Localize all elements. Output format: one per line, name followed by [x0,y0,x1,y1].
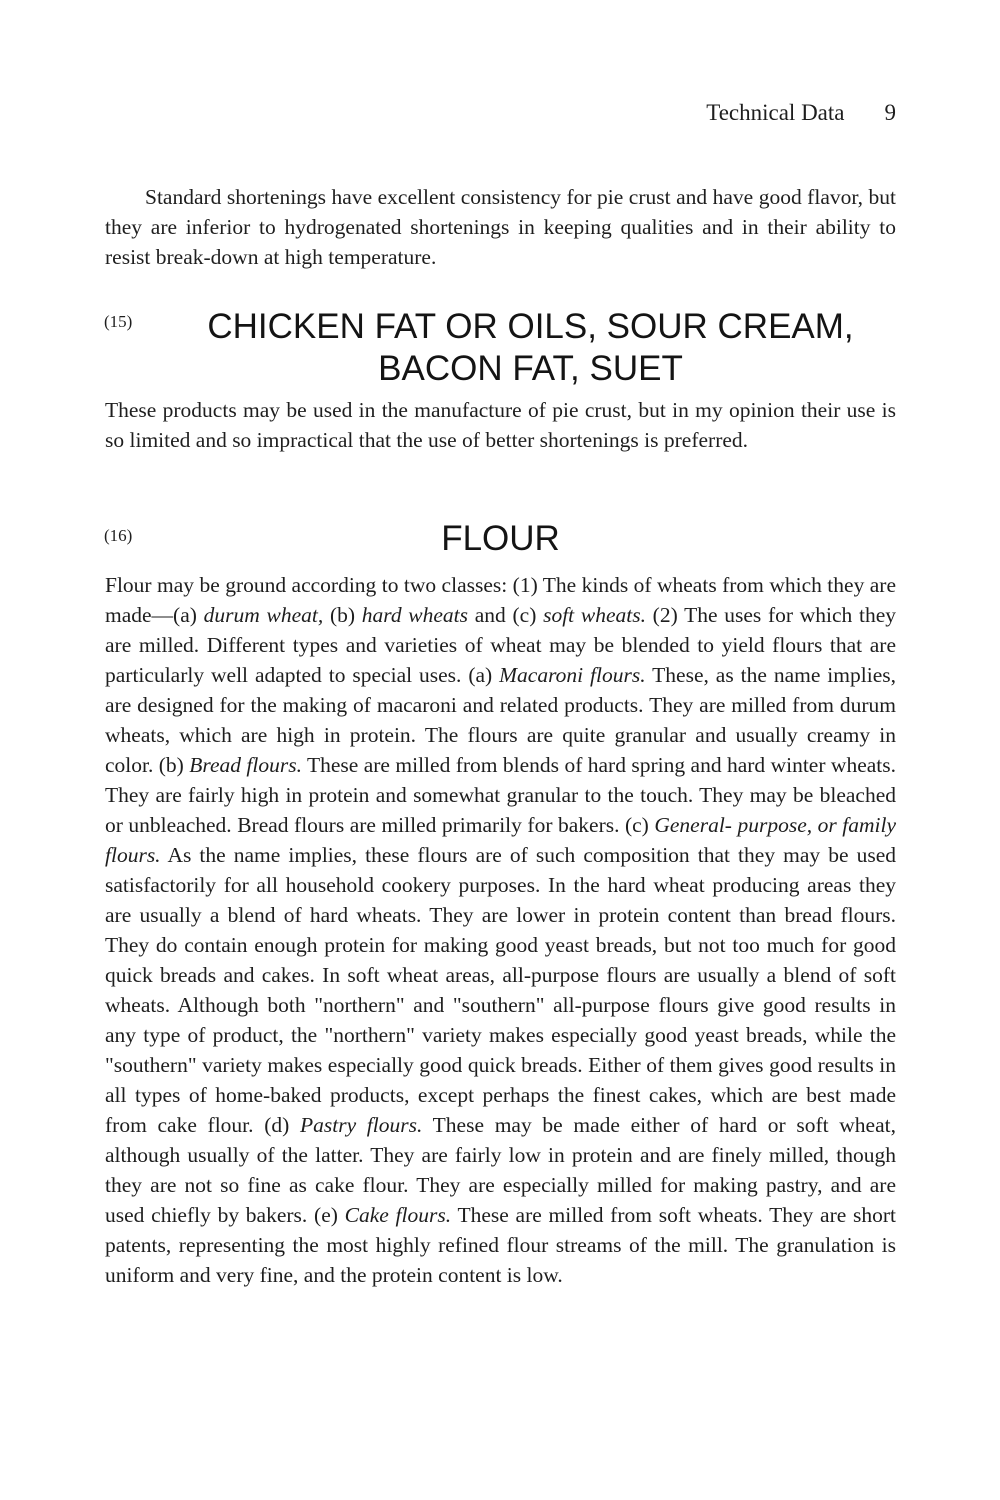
term-pastry-flours: Pastry flours. [299,1113,423,1137]
term-soft-wheats: soft wheats. [543,603,646,627]
section-16-body [105,570,896,1290]
flour-text-1: Flour may be ground according to two classes: (1) The kinds of wheats from which they are made—(a) [105,573,896,627]
running-header [706,100,896,126]
flour-text-7: As the name implies, these flours are of such composition that they may be used satisfactorily for all household cookery purposes. In the hard wheat producing areas they are usually a blend of hard wheats. They are lower in protein content than bread flours. They do contain enough protein for making good yeast breads, but not too much for good quick breads and cakes. In soft wheat areas, all-purpose flours are usually a blend of soft wheats. Although both "northern" and "southern" all-purpose flours give good results in any type of product, the "northern" variety makes especially good yeast breads, while the "southern" variety makes especially good quick breads. Either of them gives good results in all types of home-baked products, except perhaps the finest cakes, which are best made from cake flour. (d) [105,843,896,1137]
flour-text-2: (b) [323,603,362,627]
section-15-body: These products may be used in the manufacture of pie crust, but in my opinion their use is so limited and so impractical that the use of better shortenings is preferred. [105,398,896,452]
flour-text-8: These may be made either of hard or soft wheat, although usually of the latter. They are fairly low in protein and are finely milled, though they are not so fine as cake flour. They are especially milled for making pastry, and are used chiefly by bakers. (e) [105,1113,896,1227]
section-title-15-line2: BACON FAT, SUET [378,349,683,388]
flour-text-9: These are milled from soft wheats. They are short patents, representing the most highly refined flour streams of the mill. The granulation is uniform and very fine, and the protein content is low. [105,1203,897,1287]
section-number-16: (16) [104,526,133,545]
intro-text: Standard shortenings have excellent consistency for pie crust and have good flavor, but they are inferior to hydrogenated shortenings in keeping qualities and in their ability to resist break-down at high temperature. [105,185,896,269]
flour-text-5: These, as the name implies, are designed for the making of macaroni and related products. They are milled from durum wheats, which are high in protein. The flours are quite granular and usually creamy in color. (b) [105,663,896,777]
term-bread-flours: Bread flours. [189,753,302,777]
section-title-15 [105,306,896,390]
term-macaroni-flours: Macaroni flours. [499,663,646,687]
term-hard-wheats: hard wheats [361,603,469,627]
flour-text-4: (2) The uses for which they are milled. Different types and varieties of wheat may be blended to yield flours that are particularly well adapted to special uses. (a) [105,603,897,687]
section-title-16: FLOUR [441,519,560,558]
page-number: 9 [884,100,896,125]
term-cake-flours: Cake flours. [344,1203,452,1227]
intro-paragraph [105,182,896,272]
section-title-15-line1: CHICKEN FAT OR OILS, SOUR CREAM, [207,307,854,346]
flour-text-6: These are milled from blends of hard spring and hard winter wheats. They are fairly high in protein and somewhat granular to the touch. They may be bleached or unbleached. Bread flours are milled primarily for bakers. (c) [105,753,896,837]
section-number-15: (15) [104,312,133,331]
term-durum-wheat: durum wheat, [203,603,324,627]
flour-text-3: and (c) [468,603,544,627]
running-title: Technical Data [706,100,845,125]
term-general-purpose-flours: General- purpose, or family flours. [105,813,897,867]
